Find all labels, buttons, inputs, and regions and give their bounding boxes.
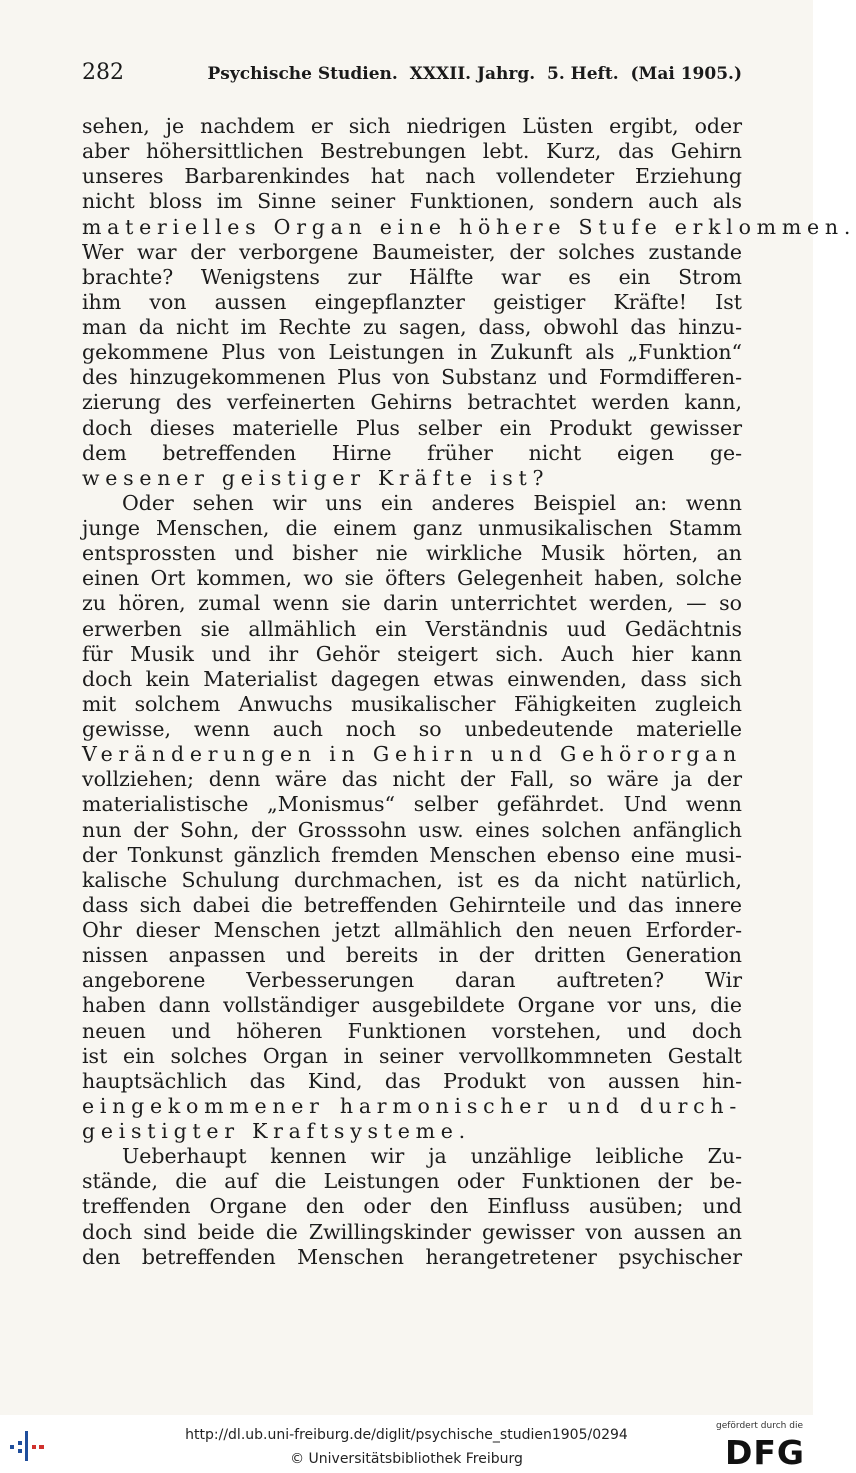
- text-line: ist ein solches Organ in seiner vervollkommneten Gestalt: [82, 1043, 742, 1068]
- body-text: [82, 114, 856, 1270]
- text-line: Oder sehen wir uns ein anderes Beispiel an: wenn: [122, 490, 742, 515]
- text-line: materialistische „Monismus“ selber gefährdet. Und wenn: [82, 792, 742, 817]
- text-line: haben dann vollständiger ausgebildete Organe vor uns, die: [82, 993, 742, 1018]
- text-line: einen Ort kommen, wo sie öfters Gelegenheit haben, solche: [82, 566, 742, 591]
- text-line: junge Menschen, die einem ganz unmusikalischen Stamm: [82, 516, 742, 540]
- text-line: Veränderungen in Gehirn und Gehörorgan: [82, 742, 742, 767]
- text-line: Ueberhaupt kennen wir ja unzählige leibliche Zu-: [122, 1144, 742, 1169]
- funding-note: gefördert durch die: [716, 1421, 803, 1431]
- running-header: [82, 60, 742, 90]
- running-title: Psychische Studien. XXXII. Jahrg. 5. Heft. (Mai 1905.): [207, 64, 742, 84]
- text-line: stände, die auf die Leistungen oder Funktionen der be-: [82, 1169, 742, 1194]
- text-line: des hinzugekommenen Plus von Substanz und Formdifferen-: [82, 365, 742, 390]
- text-line: Ohr dieser Menschen jetzt allmählich den neuen Erforder-: [82, 918, 742, 942]
- text-line: unseres Barbarenkindes hat nach vollendeter Erziehung: [82, 164, 742, 189]
- text-line: Wer war der verborgene Baumeister, der solches zustande: [82, 239, 742, 264]
- dfg-logo: [715, 1419, 805, 1472]
- text-line: für Musik und ihr Gehör steigert sich. Auch hier kann: [82, 641, 742, 666]
- viewer-footer: [0, 1415, 813, 1473]
- text-line: brachte? Wenigstens zur Hälfte war es ein Strom: [82, 264, 742, 289]
- text-line: doch dieses materielle Plus selber ein Produkt gewisser: [82, 415, 742, 440]
- text-line: aber höhersittlichen Bestrebungen lebt. Kurz, das Gehirn: [82, 139, 742, 164]
- text-line: kalische Schulung durchmachen, ist es da nicht natürlich,: [82, 867, 742, 892]
- text-line: dass sich dabei die betreffenden Gehirnteile und das innere: [82, 892, 742, 917]
- copyright-notice: © Universitätsbibliothek Freiburg: [290, 1451, 523, 1467]
- text-line: wesener geistiger Kräfte ist?: [82, 465, 550, 490]
- text-line: nissen anpassen und bereits in der dritten Generation: [82, 943, 742, 968]
- text-line: mit solchem Anwuchs musikalischer Fähigkeiten zugleich: [82, 691, 742, 716]
- page-number: 282: [82, 60, 124, 85]
- text-line: den betreffenden Menschen herangetretener psychischer: [82, 1244, 742, 1269]
- text-line: der Tonkunst gänzlich fremden Menschen ebenso eine musi-: [82, 842, 742, 867]
- text-line: hauptsächlich das Kind, das Produkt von aussen hin-: [82, 1068, 742, 1093]
- text-line: neuen und höheren Funktionen vorstehen, und doch: [82, 1018, 742, 1043]
- dfg-logo-text: DFG: [724, 1433, 805, 1472]
- text-line: zierung des verfeinerten Gehirns betrachtet werden kann,: [82, 390, 742, 415]
- text-line: doch kein Materialist dagegen etwas einwenden, dass sich: [82, 666, 742, 691]
- text-line: entsprossten und bisher nie wirkliche Musik hörten, an: [82, 541, 742, 566]
- text-line: angeborene Verbesserungen daran auftreten? Wir: [82, 968, 742, 993]
- text-line: gewisse, wenn auch noch so unbedeutende materielle: [82, 717, 742, 741]
- text-line: geistigter Kraftsysteme.: [82, 1119, 471, 1143]
- text-line: nicht bloss im Sinne seiner Funktionen, sondern auch als: [82, 189, 742, 214]
- text-line: zu hören, zumal wenn sie darin unterrichtet werden, — so: [82, 591, 742, 616]
- text-line: gekommene Plus von Leistungen in Zukunft als „Funktion“: [82, 340, 742, 365]
- text-line: eingekommener harmonischer und durch-: [82, 1093, 742, 1118]
- text-line: dem betreffenden Hirne früher nicht eigen ge-: [82, 440, 742, 465]
- text-line: ihm von aussen eingepflanzter geistiger Kräfte! Ist: [82, 289, 742, 314]
- text-line: doch sind beide die Zwillingskinder gewisser von aussen an: [82, 1219, 742, 1244]
- text-line: nun der Sohn, der Grosssohn usw. eines solchen anfänglich: [82, 817, 742, 842]
- permalink-url[interactable]: http://dl.ub.uni-freiburg.de/diglit/psychische_studien1905/0294: [185, 1427, 628, 1443]
- text-line: vollziehen; denn wäre das nicht der Fall, so wäre ja der: [82, 767, 742, 792]
- text-line: erwerben sie allmählich ein Verständnis uud Gedächtnis: [82, 616, 742, 641]
- text-line: treffenden Organe den oder den Einfluss ausüben; und: [82, 1194, 742, 1219]
- text-line: sehen, je nachdem er sich niedrigen Lüsten ergibt, oder: [82, 114, 742, 138]
- text-line: materielles Organ eine höhere Stufe erklommen.: [82, 214, 856, 239]
- text-line: man da nicht im Rechte zu sagen, dass, obwohl das hinzu-: [82, 315, 742, 339]
